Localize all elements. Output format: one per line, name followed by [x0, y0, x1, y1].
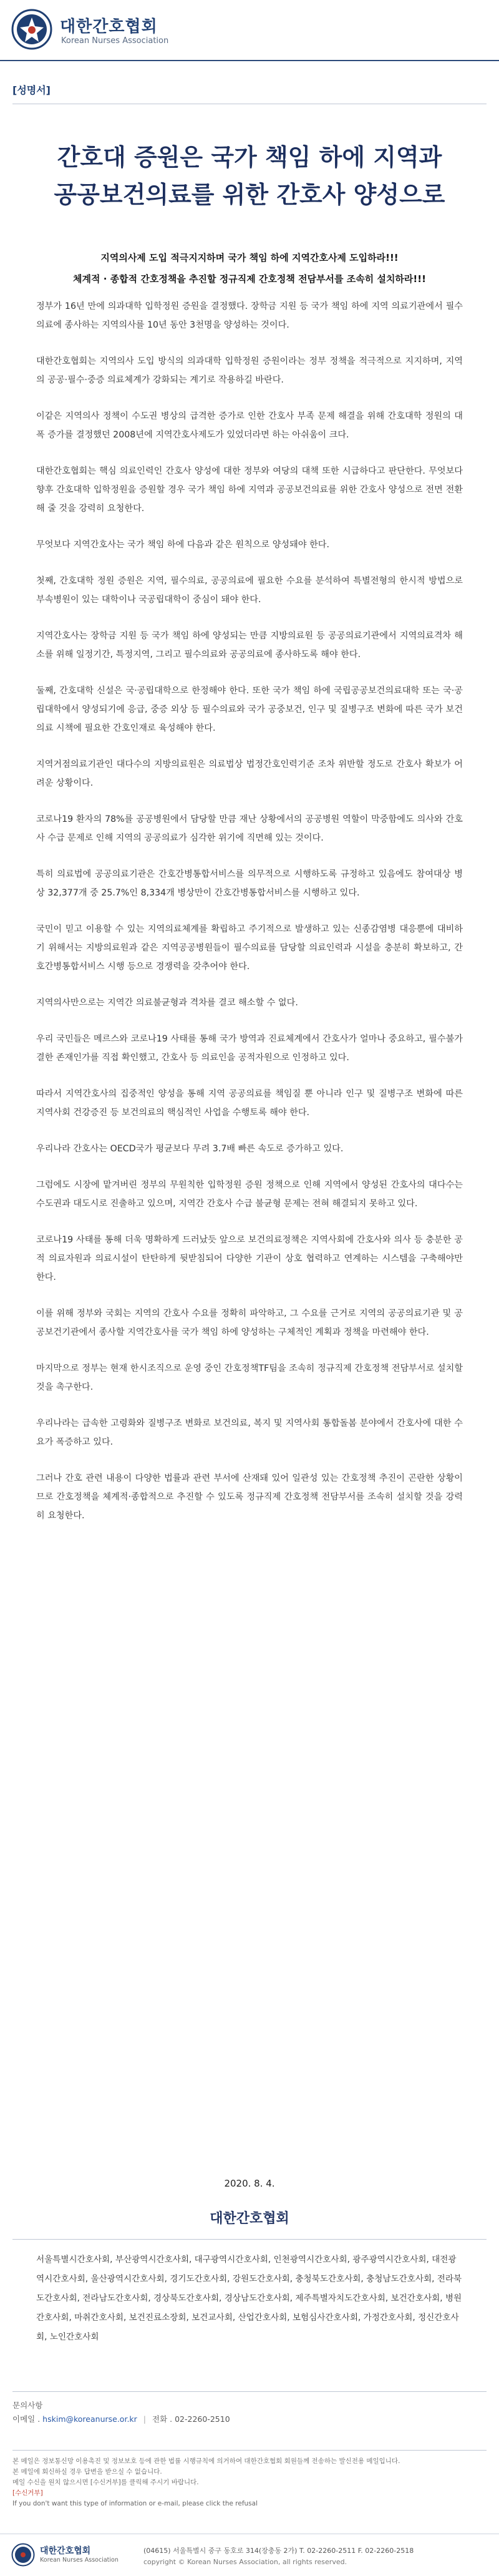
- member-org-list: 서울특별시간호사회, 부산광역시간호사회, 대구광역시간호사회, 인천광역시간호사회, 광주광역시간호사회, 대전광역시간호사회, 울산광역시간호사회, 경기도간호사회, 강원도간호사회, 충청북도간호사회, 충청남도간호사회, 전라북도간호사회, 전라남도간호사회, 경상북도간호사회, 경상남도간호사회, 제주특별자치도간호사회, 보건간호사회, 병원간호사회, 마취간호사회, 보건진료소장회, 보건교사회, 산업간호사회, 보험심사간호사회, 가정간호사회, 정신간호사회, 노인간호사회: [36, 2255, 462, 2342]
- body-paragraph: 코로나19 사태를 통해 더욱 명확하게 드러났듯 앞으로 보건의료정책은 지역사회에 간호사와 의사 등 충분한 공적 의료자원과 의료시설이 탄탄하게 뒷받침되어 다양한 기관이 상호 협력하고 연계하는 시스템을 구축해야만 한다.: [36, 1235, 463, 1282]
- body-paragraph: 국민이 믿고 이용할 수 있는 지역의료체계를 확립하고 주기적으로 발생하고 있는 신종감염병 대응뿐에 대비하기 위해서는 지방의료원과 같은 지역공공병원들이 필수의료를 담당할 의료인력과 시설을 충분히 확보하고, 간호간병통합서비스 시행 등으로 경쟁력을 갖추어야 한다.: [36, 924, 463, 972]
- body-paragraph: 따라서 지역간호사의 집중적인 양성을 통해 지역 공공의료를 책임질 뿐 아니라 인구 및 질병구조 변화에 따른 지역사회 건강증진 등 보건의료의 핵심적인 사업을 수행토록 해야 한다.: [36, 1089, 463, 1118]
- doc-type-label: [성명서]: [12, 84, 51, 96]
- body-paragraph: 지역의사만으로는 지역간 의료불균형과 격차를 결코 해소할 수 없다.: [36, 998, 298, 1008]
- notice-line-2: 본 메일에 회신하실 경우 답변을 받으실 수 없습니다.: [12, 2468, 162, 2476]
- contact-label: 문의사항: [12, 2401, 43, 2410]
- divider: [12, 2239, 487, 2240]
- footer-org-name-en: Korean Nurses Association: [40, 2557, 119, 2564]
- page-header: [0, 0, 499, 61]
- signatory: 대한간호협회: [210, 2211, 289, 2227]
- statement-title: [0, 139, 499, 213]
- body-paragraph: 코로나19 환자의 78%를 공공병원에서 담당할 만큼 재난 상황에서의 공공병원 역할이 막중함에도 의사와 간호사 수급 문제로 인해 지역의 공공의료가 심각한 위기에 직면해 있는 것이다.: [36, 814, 463, 843]
- body-paragraph: 둘째, 간호대학 신설은 국·공립대학으로 한정해야 한다. 또한 국가 책임 하에 국립공공보건의료대학 또는 국·공립대학에서 양성되기에 응급, 중증 외상 등 필수의료와 국가 공중보건, 인구 및 질병구조 변화에 따른 국가 보건의료 시책에 필요한 간호인재로 육성해야 한다.: [36, 686, 463, 733]
- body-paragraph: 이같은 지역의사 정책이 수도권 병상의 급격한 증가로 인한 간호사 부족 문제 해결을 위해 간호대학 정원의 대폭 증가를 결정했던 2008년에 지역간호사제도가 있었더라면 하는 아쉬움이 크다.: [36, 411, 463, 440]
- notice-line-1: 본 메일은 정보통신망 이용촉진 및 정보보호 등에 관한 법률 시행규칙에 의거하여 대한간호협회 회원들께 전송하는 발신전용 메일입니다.: [12, 2457, 400, 2465]
- notice-line-4: If you don't want this type of information or e-mail, please click the refusal: [12, 2500, 258, 2507]
- kna-emblem-icon: [11, 9, 52, 50]
- body-paragraph: 우리나라는 급속한 고령화와 질병구조 변화로 보건의료, 복지 및 지역사회 통합돌봄 분야에서 간호사에 대한 수요가 폭증하고 있다.: [36, 1418, 463, 1447]
- phone-label: 전화: [152, 2414, 168, 2424]
- divider: [12, 2450, 487, 2451]
- statement-body: [36, 297, 463, 1543]
- body-paragraph: 이를 위해 정부와 국회는 지역의 간호사 수요를 정확히 파악하고, 그 수요를 근거로 지역의 공공의료기관 및 공공보건기관에서 종사할 지역간호사를 국가 책임 하에 양성하는 구체적인 계획과 정책을 마련해야 한다.: [36, 1309, 463, 1337]
- statement-subtitles: [0, 247, 499, 290]
- body-paragraph: 우리 국민들은 메르스와 코로나19 사태를 통해 국가 방역과 진료체계에서 간호사가 얼마나 중요하고, 필수불가결한 존재인가를 직접 확인했고, 간호사 등 의료인을 공적자원으로 인정하고 있다.: [36, 1034, 463, 1063]
- footer-copyright: copyright © Korean Nurses Association, all rights reserved.: [143, 2558, 347, 2566]
- body-paragraph: 대한간호협회는 지역의사 도입 방식의 의과대학 입학정원 증원이라는 정부 정책을 적극적으로 지지하며, 지역의 공공·필수·중증 의료체계가 강화되는 계기로 작용하길 바란다.: [36, 356, 463, 385]
- body-paragraph: 무엇보다 지역간호사는 국가 책임 하에 다음과 같은 원칙으로 양성돼야 한다.: [36, 540, 329, 550]
- contact-info: 문의사항 이메일 . hskim@koreanurse.or.kr | 전화 . 02-2260-2510: [12, 2399, 230, 2426]
- body-paragraph: 지역거점의료기관인 대다수의 지방의료원은 의료법상 법정간호인력기준 조차 위반할 정도로 간호사 확보가 어려운 상황이다.: [36, 759, 463, 788]
- contact-phone: 02-2260-2510: [175, 2414, 230, 2424]
- body-paragraph: 대한간호협회는 핵심 의료인력인 간호사 양성에 대한 정부와 여당의 대책 또한 시급하다고 판단한다. 무엇보다 향후 간호대학 입학정원을 증원할 경우 국가 책임 하에 지역과 공공보건의료를 위한 간호사 양성으로 전면 전환해 줄 것을 강력히 요청한다.: [36, 466, 463, 514]
- org-name: 대한간호협회: [60, 17, 158, 36]
- unsubscribe-link[interactable]: [수신거부]: [12, 2489, 43, 2497]
- footer-org-name: 대한간호협회: [40, 2546, 91, 2556]
- org-name-en: Korean Nurses Association: [61, 36, 169, 46]
- body-paragraph: 마지막으로 정부는 현재 한시조직으로 운영 중인 간호정책TF팀을 조속히 정규직제 간호정책 전담부서로 설치할 것을 촉구한다.: [36, 1364, 463, 1392]
- body-paragraph: 특히 의료법에 공공의료기관은 간호간병통합서비스를 의무적으로 시행하도록 규정하고 있음에도 참여대상 병상 32,377개 중 25.7%인 8,334개 병상만이 간호간병통합서비스를 시행하고 있다.: [36, 869, 463, 898]
- subtitle-2: 체계적 · 종합적 간호정책을 추진할 정규직제 간호정책 전담부서를 조속히 설치하라!!!: [73, 273, 426, 285]
- doc-type-wrapper: [12, 82, 51, 97]
- body-paragraph: 그러나 간호 관련 내용이 다양한 법률과 관련 부서에 산재돼 있어 일관성 있는 간호정책 추진이 곤란한 상황이므로 간호정책을 체계적·종합적으로 추진할 수 있도록 정규직제 간호정책 전담부서를 조속히 설치할 것을 강력히 요청한다.: [36, 1473, 463, 1521]
- body-paragraph: 우리나라 간호사는 OECD국가 평균보다 무려 3.7배 빠른 속도로 증가하고 있다.: [36, 1144, 344, 1154]
- title-line-1: 간호대 증원은 국가 책임 하에 지역과: [57, 144, 442, 171]
- body-paragraph: 그럼에도 시장에 맡겨버린 정부의 무원칙한 입학정원 증원 정책으로 인해 지역에서 양성된 간호사의 대다수는 수도권과 대도시로 진출하고 있으며, 지역간 간호사 수급 불균형 문제는 전혀 해결되지 못하고 있다.: [36, 1180, 463, 1209]
- title-line-2: 공공보건의료를 위한 간호사 양성으로: [54, 181, 445, 208]
- email-label: 이메일: [12, 2414, 36, 2424]
- statement-date: 2020. 8. 4.: [224, 2178, 275, 2189]
- contact-email-link[interactable]: hskim@koreanurse.or.kr: [42, 2414, 137, 2424]
- divider: [12, 2391, 487, 2392]
- body-paragraph: 첫째, 간호대학 정원 증원은 지역, 필수의료, 공공의료에 필요한 수요를 분석하여 특별전형의 한시적 방법으로 부속병원이 있는 대학이나 국공립대학이 중심이 돼야 한다.: [36, 576, 463, 605]
- footer-address: (04615) 서울특별시 중구 동호로 314(장충동 2가) T. 02-2260-2511 F. 02-2260-2518: [143, 2547, 414, 2555]
- notice-line-3: 메일 수신을 원치 않으시면 [수신거부]를 클릭해 주시기 바랍니다.: [12, 2479, 199, 2486]
- legal-notice: [12, 2456, 487, 2509]
- subtitle-1: 지역의사제 도입 적극지지하며 국가 책임 하에 지역간호사제 도입하라!!!: [100, 252, 399, 263]
- body-paragraph: 정부가 16년 만에 의과대학 입학정원 증원을 결정했다. 장학금 지원 등 국가 책임 하에 지역 의료기관에서 필수의료에 종사하는 지역의사를 10년 동안 3천명을 양성하는 것이다.: [36, 301, 463, 330]
- page-footer: [0, 2534, 499, 2576]
- kna-emblem-icon: [11, 2543, 35, 2567]
- body-paragraph: 지역간호사는 장학금 지원 등 국가 책임 하에 양성되는 만큼 지방의료원 등 공공의료기관에서 지역의료격차 해소를 위해 일정기간, 특정지역, 그리고 필수의료와 공공의료에 종사하도록 해야 한다.: [36, 631, 463, 660]
